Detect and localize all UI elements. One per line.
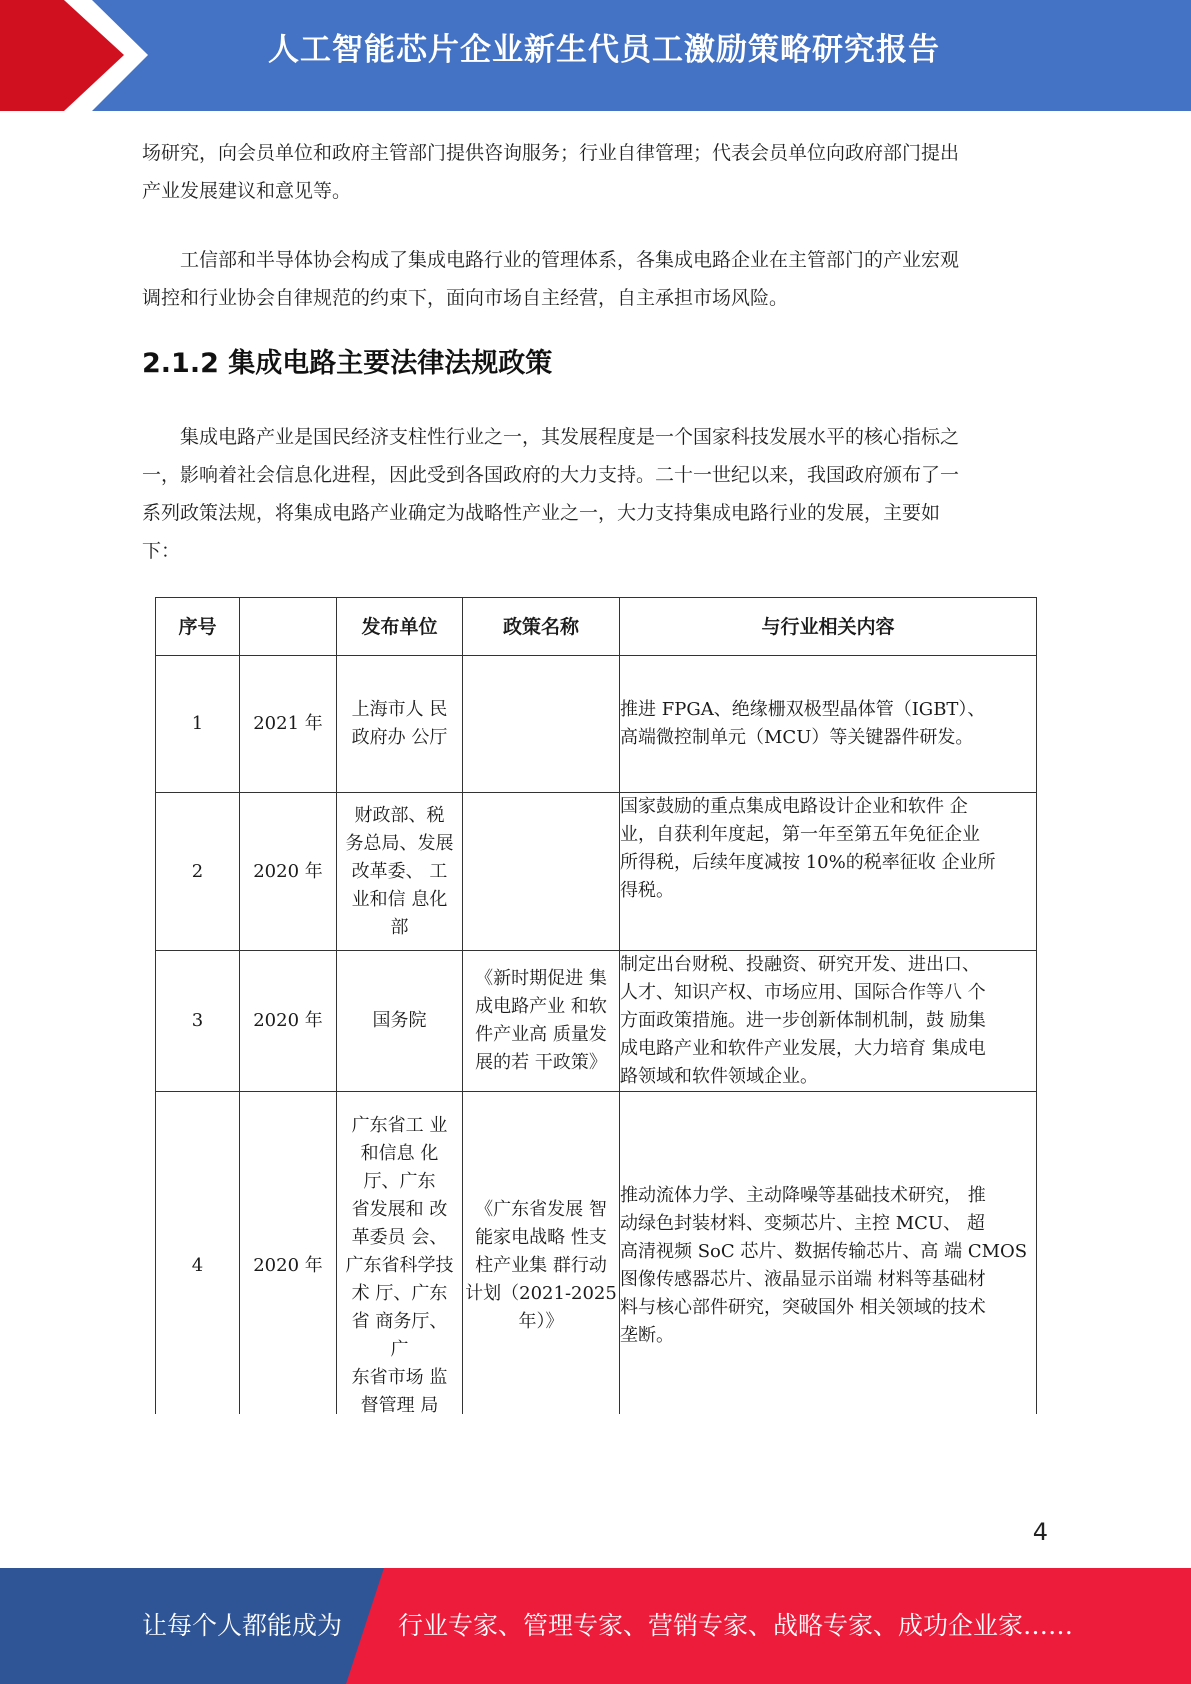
cell-policy <box>463 951 620 1092</box>
cell-line: 图像传感器芯片、液晶显示畄端 材料等基础材 <box>620 1269 986 1290</box>
section-heading: 2.1.2 集成电路主要法律法规政策 <box>142 348 553 379</box>
table-row <box>156 1092 1037 1415</box>
cell-policy <box>463 656 620 793</box>
footer-slogan-left: 让每个人都能成为 <box>142 1611 343 1640</box>
cell-line: 省发展和 改 <box>351 1199 448 1220</box>
cell-line: 和信息 化 <box>360 1143 439 1164</box>
cell-line: 年）》 <box>518 1311 564 1332</box>
paragraph-line: 下： <box>142 540 181 562</box>
cell-line: 务总局、发展 <box>345 832 454 854</box>
cell-year: 2020 年 <box>240 793 337 951</box>
cell-line: 政府办 公厅 <box>351 727 448 748</box>
paragraph-line: 集成电路产业是国民经济支柱性行业之一，其发展程度是一个国家科技发展水平的核心指标之 <box>180 426 960 448</box>
cell-policy <box>463 1092 620 1415</box>
cell-line: 业和信 息化 <box>351 888 448 910</box>
cell-line: 术 厅、广东 <box>351 1283 448 1304</box>
cell-line: 国务院 <box>372 1010 427 1031</box>
cell-line: 路领域和软件领域企业。 <box>620 1066 818 1087</box>
table-row <box>156 951 1037 1092</box>
cell-content <box>620 1092 1037 1415</box>
cell-line: 展的若 干政策》 <box>475 1052 607 1073</box>
cell-no: 4 <box>156 1092 240 1415</box>
cell-line: 国家鼓励的重点集成电路设计企业和软件 企 <box>620 796 968 817</box>
cell-line: 厅、广东 <box>363 1171 436 1192</box>
cell-line: 省 商务厅、 <box>351 1311 448 1332</box>
paragraph-line: 系列政策法规，将集成电路产业确定为战略性产业之一，大力支持集成电路行业的发展，主要如 <box>142 502 941 524</box>
cell-line: 推进 FPGA、绝缘栅双极型晶体管（IGBT）、 <box>620 699 986 720</box>
cell-line: 高清视频 SoC 芯片、数据传输芯片、高 端 CMOS <box>620 1241 1028 1262</box>
cell-year: 2021 年 <box>240 656 337 793</box>
cell-year: 2020 年 <box>240 1092 337 1415</box>
cell-line: 财政部、税 <box>354 804 445 826</box>
cell-line: 督管理 局 <box>360 1395 439 1414</box>
cell-no: 1 <box>156 656 240 793</box>
cell-issuer <box>337 951 463 1092</box>
cell-issuer <box>337 793 463 951</box>
table-row <box>156 656 1037 793</box>
col-header-no: 序号 <box>156 598 240 656</box>
cell-no: 3 <box>156 951 240 1092</box>
cell-line: 广东省工 业 <box>351 1115 448 1136</box>
cell-line: 改革委、 工 <box>351 860 448 882</box>
cell-line: 《新时期促进 集 <box>475 968 607 989</box>
cell-no: 2 <box>156 793 240 951</box>
cell-line: 业，自获利年度起，第一年至第五年免征企业 <box>620 824 980 845</box>
cell-line: 推动流体力学、主动降噪等基础技术研究， 推 <box>620 1185 986 1206</box>
cell-year: 2020 年 <box>240 951 337 1092</box>
cell-line: 高端微控制单元（MCU）等关键器件研发。 <box>620 727 974 748</box>
page-footer <box>0 1568 1191 1684</box>
cell-line: 得税。 <box>620 880 674 901</box>
footer-slogan-right: 行业专家、管理专家、营销专家、战略专家、成功企业家…… <box>398 1611 1074 1640</box>
paragraph-line: 产业发展建议和意见等。 <box>142 180 352 202</box>
table-header-row <box>156 598 1037 656</box>
cell-content <box>620 793 1037 951</box>
paragraph-line: 一，影响着社会信息化进程，因此受到各国政府的大力支持。二十一世纪以来，我国政府颁布了一 <box>142 464 960 486</box>
cell-issuer <box>337 656 463 793</box>
paragraph-line: 工信部和半导体协会构成了集成电路行业的管理体系，各集成电路企业在主管部门的产业宏观 <box>180 249 960 271</box>
cell-line: 成电路产业 和软 <box>475 996 607 1017</box>
cell-line: 能家电战略 性支 <box>475 1227 607 1248</box>
cell-line: 件产业高 质量发 <box>475 1024 607 1045</box>
cell-line: 方面政策措施。进一步创新体制机制，鼓 励集 <box>620 1010 986 1031</box>
cell-line: 制定出台财税、投融资、研究开发、进出口、 <box>620 954 980 975</box>
col-header-policy: 政策名称 <box>463 598 620 656</box>
cell-line: 成电路产业和软件产业发展，大力培育 集成电 <box>620 1038 986 1059</box>
col-header-content: 与行业相关内容 <box>620 598 1037 656</box>
cell-line: 革委员 会、 <box>351 1227 448 1248</box>
cell-policy <box>463 793 620 951</box>
cell-content <box>620 656 1037 793</box>
cell-line: 料与核心部件研究，突破国外 相关领域的技术 <box>620 1297 986 1318</box>
cell-line: 柱产业集 群行动 <box>475 1255 607 1276</box>
paragraph-line: 场研究，向会员单位和政府主管部门提供咨询服务；行业自律管理；代表会员单位向政府部门提出 <box>142 142 960 164</box>
cell-line: 部 <box>390 916 409 938</box>
cell-line: 《广东省发展 智 <box>475 1199 607 1220</box>
cell-line: 动绿色封装材料、变频芯片、主控 MCU、 超 <box>620 1213 985 1234</box>
col-header-year <box>240 598 337 656</box>
cell-line: 上海市人 民 <box>351 699 448 720</box>
cell-line: 广 <box>390 1339 409 1360</box>
cell-issuer <box>337 1092 463 1415</box>
cell-line: 垄断。 <box>620 1325 674 1346</box>
report-title: 人工智能芯片企业新生代员工激励策略研究报告 <box>268 32 940 68</box>
col-header-issuer: 发布单位 <box>337 598 463 656</box>
table-row <box>156 793 1037 951</box>
cell-content <box>620 951 1037 1092</box>
page-number: 4 <box>1032 1518 1048 1546</box>
paragraph-line: 调控和行业协会自律规范的约束下，面向市场自主经营，自主承担市场风险。 <box>142 287 789 309</box>
cell-line: 计划（2021-2025 <box>465 1283 617 1304</box>
cell-line: 广东省科学技 <box>345 1255 454 1276</box>
cell-line: 人才、知识产权、市场应用、国际合作等八 个 <box>620 982 986 1003</box>
cell-line: 东省市场 监 <box>351 1367 448 1388</box>
cell-line: 所得税，后续年度减按 10%的税率征收 企业所 <box>620 852 996 873</box>
policy-table <box>155 597 1037 1414</box>
